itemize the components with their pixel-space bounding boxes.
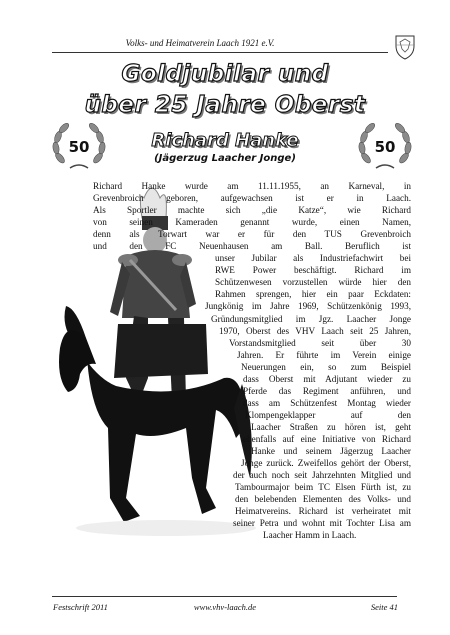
article-line: Neuerungen ein, so zum Beispiel [241, 361, 411, 372]
article-title-line-2: über 25 Jahre Oberst [84, 92, 366, 118]
article-line: und den FC Neuenhausen am Ball. Beruflich ist [93, 241, 411, 252]
footer-publication: Festschrift 2011 [53, 602, 108, 612]
article-line: seiner Petra und wohnt mit Tochter Lisa am [233, 518, 411, 529]
header-rule [52, 52, 388, 53]
article-line: von seinen Kameraden genannt wurde, einen Namen, [93, 217, 411, 228]
article-body [93, 180, 411, 541]
crest-icon [394, 34, 416, 60]
article-line: Klompengeklapper auf den [245, 409, 411, 420]
article-line: Schützenwesen vorzustellen würde hier den [215, 277, 411, 288]
article-line: Tambourmajor beim TC Elsen Fürth ist, zu [235, 482, 411, 493]
article-line: Vorstandsmitglied seit über 30 [229, 337, 411, 348]
article-line: unser Jubilar als Industriefachwirt bei [215, 253, 411, 264]
article-line: den belebenden Elementen des Volks- und [235, 494, 411, 505]
person-group: (Jägerzug Laacher Jonge) [154, 153, 296, 164]
article-line: Grevenbroich geboren, aufgewachsen ist er in Laach. [93, 193, 411, 204]
article-title-line-1: Goldjubilar und [121, 61, 329, 87]
article-line: denn als Torwart war er für den TUS Grevenbroich [93, 229, 411, 240]
page-header: Volks- und Heimatverein Laach 1921 e.V. [125, 38, 275, 48]
footer-page-number: Seite 41 [370, 602, 398, 612]
article-line: Jonge zurück. Zweifellos gehört der Oberst, [241, 458, 411, 469]
article-line: dass Oberst mit Adjutant wieder zu [243, 373, 411, 384]
article-line: Heimatvereins. Richard ist verheiratet mit [235, 506, 411, 517]
article-line: Laacher Straßen zu hören ist, geht [251, 421, 411, 432]
article-line: RWE Power beschäftigt. Richard im [215, 265, 411, 276]
article-line: 1970, Oberst des VHV Laach seit 25 Jahren, [219, 325, 411, 336]
article-line: Hanke und seinem Jägerzug Laacher [251, 446, 411, 457]
article-line: dass am Schützenfest Montag wieder [243, 397, 411, 408]
footer-website-link[interactable]: www.vhv-laach.de [193, 602, 257, 612]
article-line: Als Sportler machte sich „die Katze“, wie Richard [93, 205, 411, 216]
badge-number: 50 [68, 138, 90, 156]
article-line: Gründungsmitglied im Jgz. Laacher Jonge [211, 313, 411, 324]
footer-rule [52, 596, 397, 597]
article-line: ebenfalls auf eine Initiative von Richard [243, 433, 411, 444]
badge-number: 50 [374, 138, 396, 156]
article-line: Jahren. Er führte im Verein einige [237, 349, 411, 360]
person-name: Richard Hanke [151, 130, 299, 151]
article-line: der auch noch seit Jahrzehnten Mitglied und [233, 470, 411, 481]
article-line: Jungkönig im Jahre 1969, Schützenkönig 1993, [205, 301, 411, 312]
article-line: Pferde das Regiment anführen, und [243, 385, 411, 396]
article-line: Laacher Hamm in Laach. [263, 530, 357, 541]
article-line: Rahmen sprengen, hier ein paar Eckdaten: [215, 289, 411, 300]
article-line: Richard Hanke wurde am 11.11.1955, an Karneval, in [93, 181, 411, 191]
